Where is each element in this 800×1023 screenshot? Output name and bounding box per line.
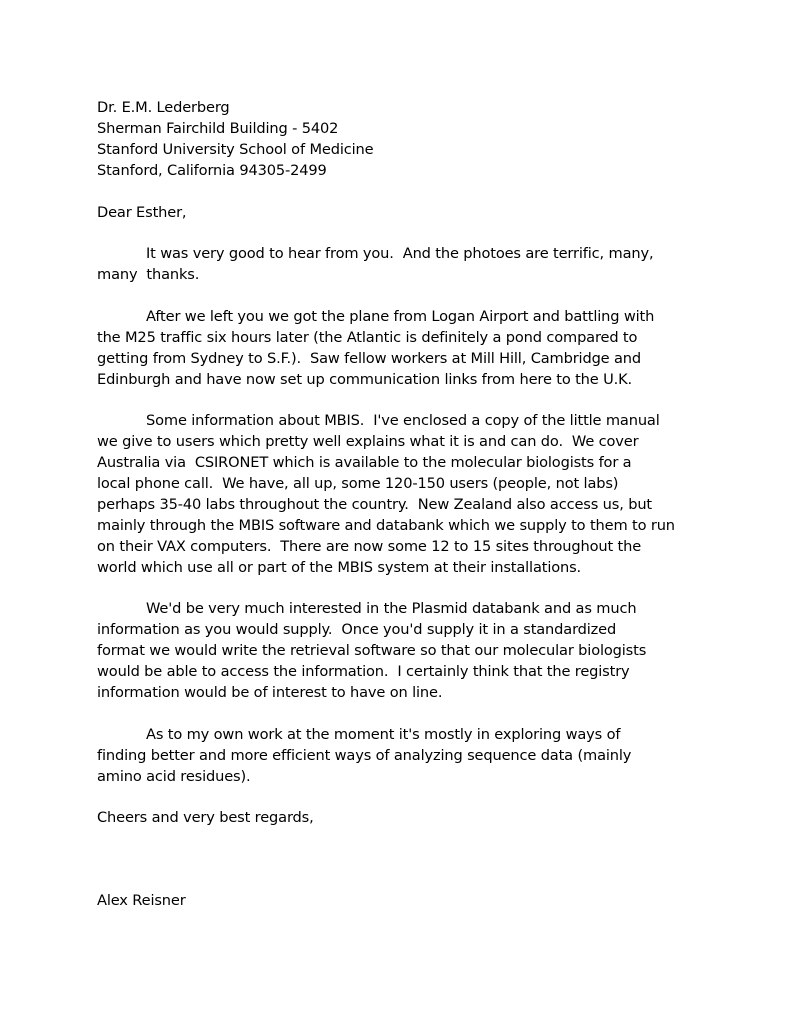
address-line: Sherman Fairchild Building - 5402 xyxy=(97,120,339,137)
paragraph-line: Some information about MBIS. I've enclosed a copy of the little manual xyxy=(146,412,660,429)
paragraph-line: local phone call. We have, all up, some 120-150 users (people, not labs) xyxy=(97,475,619,492)
paragraph-line: world which use all or part of the MBIS system at their installations. xyxy=(97,559,582,576)
paragraph-line: amino acid residues). xyxy=(97,768,251,785)
paragraph-line: the M25 traffic six hours later (the Atlantic is definitely a pond compared to xyxy=(97,329,638,346)
paragraph-line: information as you would supply. Once you'd supply it in a standardized xyxy=(97,621,617,638)
paragraph-line: mainly through the MBIS software and databank which we supply to them to run xyxy=(97,517,675,534)
address-line: Stanford, California 94305-2499 xyxy=(97,162,327,179)
paragraph-line: Australia via CSIRONET which is available to the molecular biologists for a xyxy=(97,454,632,471)
paragraph-line: getting from Sydney to S.F.). Saw fellow workers at Mill Hill, Cambridge and xyxy=(97,350,642,367)
paragraph-line: many thanks. xyxy=(97,266,200,283)
paragraph-line: we give to users which pretty well explains what it is and can do. We cover xyxy=(97,433,639,450)
paragraph-line: Edinburgh and have now set up communication links from here to the U.K. xyxy=(97,371,633,388)
address-line: Dr. E.M. Lederberg xyxy=(97,99,230,116)
paragraph-line: After we left you we got the plane from Logan Airport and battling with xyxy=(146,308,655,325)
closing: Cheers and very best regards, xyxy=(97,809,314,826)
paragraph-line: It was very good to hear from you. And the photoes are terrific, many, xyxy=(146,245,654,262)
paragraph-line: would be able to access the information. I certainly think that the registry xyxy=(97,663,630,680)
paragraph-line: format we would write the retrieval software so that our molecular biologists xyxy=(97,642,647,659)
salutation: Dear Esther, xyxy=(97,204,187,221)
paragraph-line: on their VAX computers. There are now some 12 to 15 sites throughout the xyxy=(97,538,642,555)
paragraph-line: finding better and more efficient ways of analyzing sequence data (mainly xyxy=(97,747,632,764)
signature: Alex Reisner xyxy=(97,892,186,909)
paragraph-line: We'd be very much interested in the Plasmid databank and as much xyxy=(146,600,637,617)
paragraph-line: perhaps 35-40 labs throughout the country. New Zealand also access us, but xyxy=(97,496,652,513)
paragraph-line: As to my own work at the moment it's mostly in exploring ways of xyxy=(146,726,621,743)
address-line: Stanford University School of Medicine xyxy=(97,141,374,158)
paragraph-line: information would be of interest to have on line. xyxy=(97,684,443,701)
